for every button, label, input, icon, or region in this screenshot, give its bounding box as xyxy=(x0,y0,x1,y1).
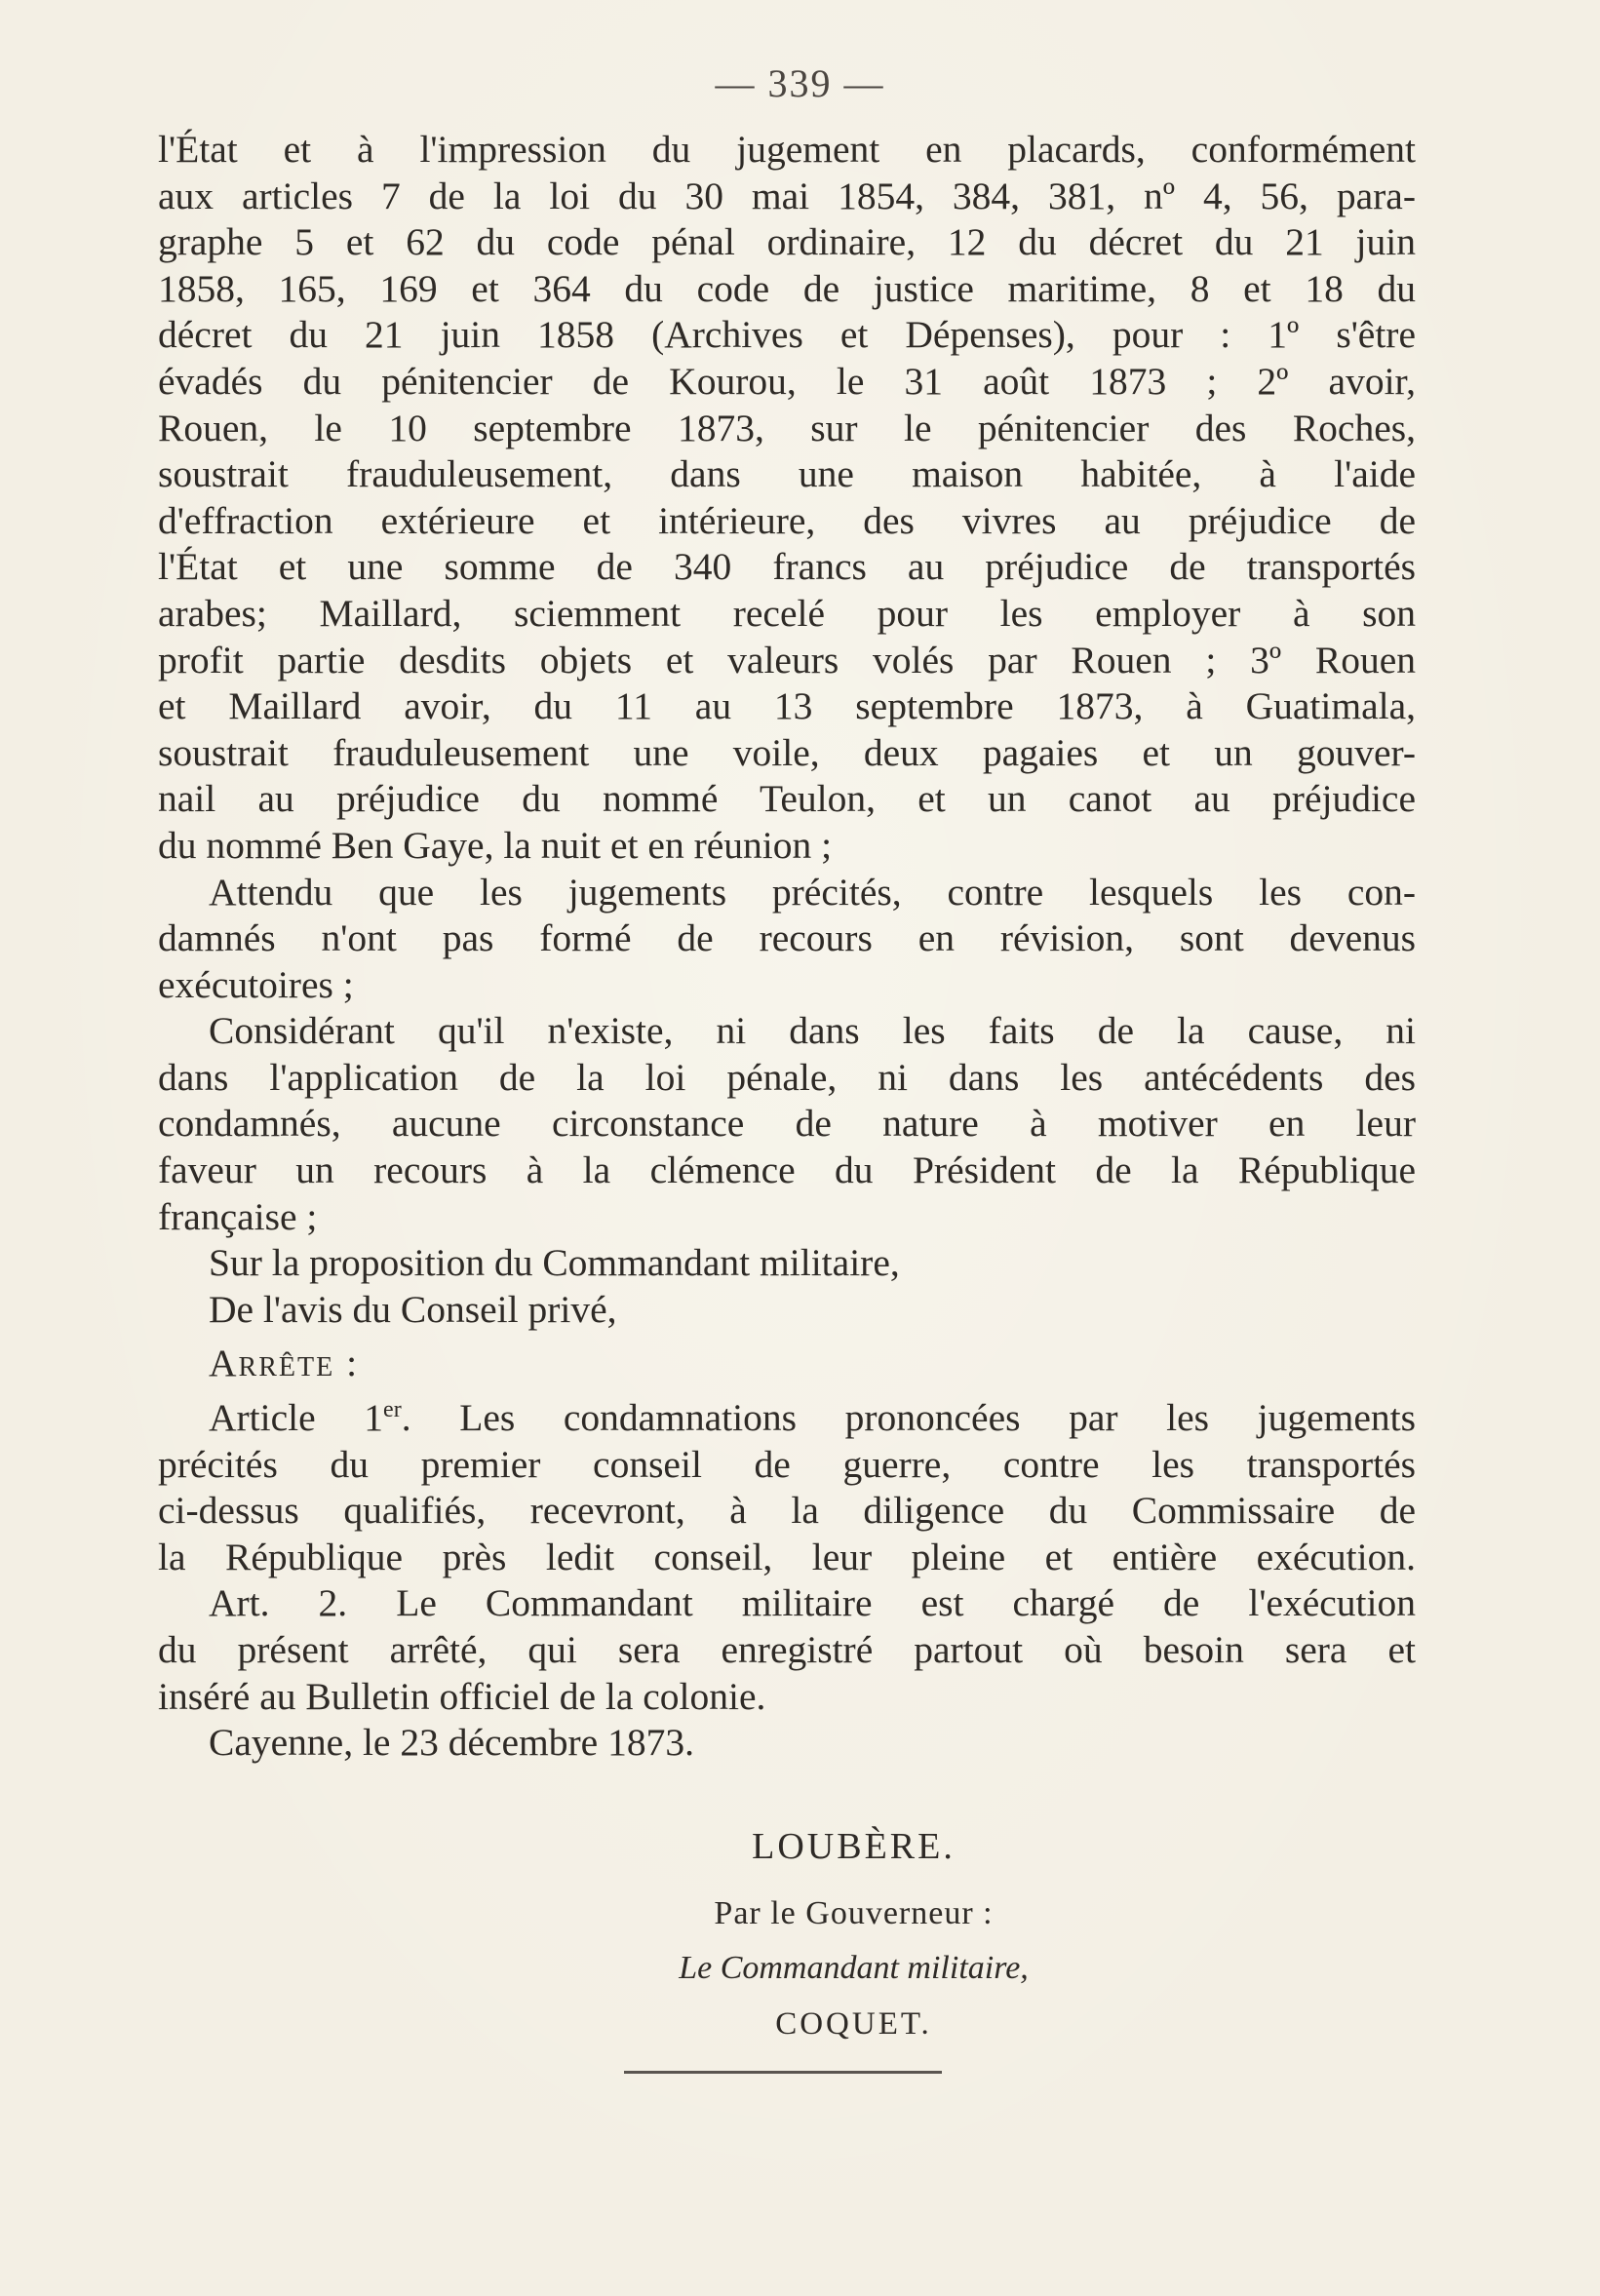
article-1-label: Article 1 xyxy=(209,1396,384,1440)
text-line: évadés du pénitencier de Kourou, le 31 août 1873 ; 2º avoir, xyxy=(158,359,1416,403)
text-line: Rouen, le 10 septembre 1873, sur le pénitencier des Roches, xyxy=(158,406,1416,449)
signature-title: Le Commandant militaire, xyxy=(679,1950,1029,1986)
spacer xyxy=(158,1333,1416,1341)
text-line: nail au préjudice du nommé Teulon, et un canot au préjudice xyxy=(158,777,1416,821)
spacer xyxy=(158,1387,1416,1395)
text-line: dans l'application de la loi pénale, ni dans les antécédents des xyxy=(158,1055,1416,1099)
body-text xyxy=(158,127,1416,1767)
text-line: et Maillard avoir, du 11 au 13 septembre 1873, à Guatimala, xyxy=(158,684,1416,728)
countersignature-name: COQUET. xyxy=(775,2006,932,2042)
text-line: Art. 2. Le Commandant militaire est chargé de l'exécution xyxy=(209,1581,1416,1625)
text-line: d'effraction extérieure et intérieure, des vivres au préjudice de xyxy=(158,498,1416,542)
text-line: Attendu que les jugements précités, contre lesquels les con- xyxy=(209,870,1416,914)
page-number: — 339 — xyxy=(715,61,885,105)
text-line: Sur la proposition du Commandant militaire, xyxy=(209,1241,900,1285)
text-line: du présent arrêté, qui sera enregistré partout où besoin sera et xyxy=(158,1628,1416,1671)
text-line: inséré au Bulletin officiel de la colonie. xyxy=(158,1674,766,1718)
text-line: profit partie desdits objets et valeurs volés par Rouen ; 3º Rouen xyxy=(158,638,1416,681)
text-line: exécutoires ; xyxy=(158,962,354,1006)
text-line: condamnés, aucune circonstance de nature à motiver en leur xyxy=(158,1102,1416,1146)
text-line: soustrait frauduleusement, dans une maison habitée, à l'aide xyxy=(158,452,1416,496)
text-line: damnés n'ont pas formé de recours en révision, sont devenus xyxy=(158,916,1416,960)
text-line: soustrait frauduleusement une voile, deux pagaies et un gouver- xyxy=(158,730,1416,774)
text-line: précités du premier conseil de guerre, contre les transportés xyxy=(158,1442,1416,1486)
text-line: décret du 21 juin 1858 (Archives et Dépenses), pour : 1º s'être xyxy=(158,313,1416,357)
text-line: l'État et à l'impression du jugement en placards, conformément xyxy=(158,128,1416,171)
place-date: Cayenne, le 23 décembre 1873. xyxy=(209,1721,694,1765)
text-line: faveur un recours à la clémence du Président de la République xyxy=(158,1148,1416,1192)
article-1-text: . Les condamnations prononcées par les jugements xyxy=(401,1396,1417,1440)
arrete-heading: Arrête : xyxy=(209,1342,360,1385)
text-line: l'État et une somme de 340 francs au préjudice de transportés xyxy=(158,545,1416,589)
text-line: ci-dessus qualifiés, recevront, à la diligence du Commissaire de xyxy=(158,1489,1416,1533)
text-line: Considérant qu'il n'existe, ni dans les faits de la cause, ni xyxy=(209,1009,1416,1053)
closing-rule xyxy=(624,2071,942,2074)
text-line: du nommé Ben Gaye, la nuit et en réunion ; xyxy=(158,823,833,867)
text-line: arabes; Maillard, sciemment recelé pour les employer à son xyxy=(158,591,1416,635)
signature-name: LOUBÈRE. xyxy=(752,1826,956,1867)
text-line: 1858, 165, 169 et 364 du code de justice maritime, 8 et 18 du xyxy=(158,266,1416,310)
text-line: française ; xyxy=(158,1194,318,1238)
text-line: la République près ledit conseil, leur pleine et entière exécution. xyxy=(158,1535,1416,1578)
article-1-line xyxy=(158,1395,1416,1442)
signature-by: Par le Gouverneur : xyxy=(714,1895,994,1931)
article-1-superscript: er xyxy=(383,1396,402,1422)
text-line: graphe 5 et 62 du code pénal ordinaire, 12 du décret du 21 juin xyxy=(158,220,1416,264)
text-line: De l'avis du Conseil privé, xyxy=(209,1287,617,1331)
text-line: aux articles 7 de la loi du 30 mai 1854, 384, 381, nº 4, 56, para- xyxy=(158,174,1416,217)
